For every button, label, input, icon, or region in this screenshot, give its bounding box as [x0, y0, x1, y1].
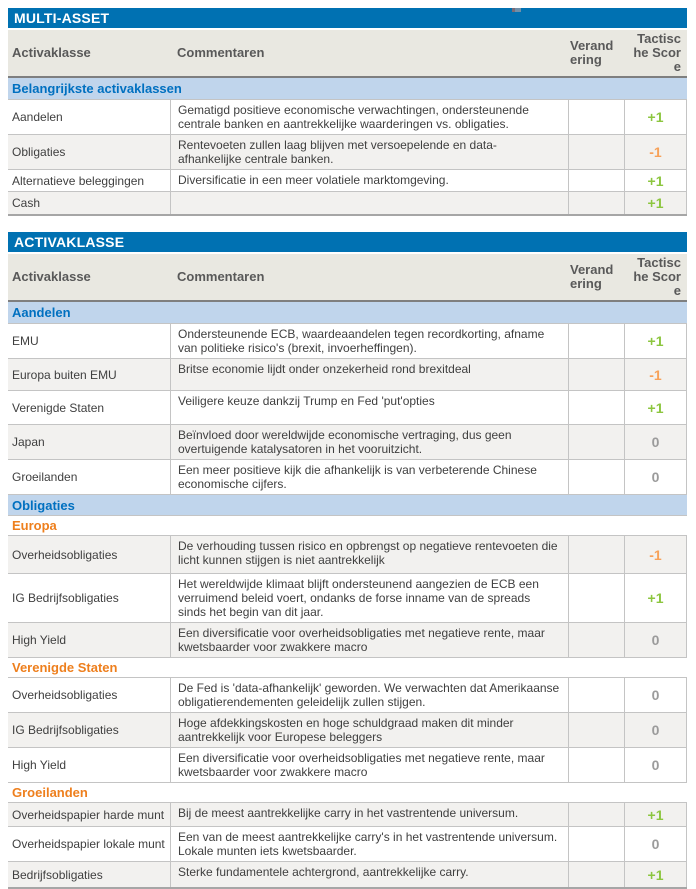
- comment-cell: Het wereldwijde klimaat blijft ondersteunend aangezien de ECB een verruimend beleid voert, ondanks de forse inname van de spreads sinds het begin van dit jaar.: [170, 574, 568, 622]
- table-row: [8, 677, 687, 712]
- asset-class-label: Bedrijfsobligaties: [12, 867, 103, 882]
- score-cell: [624, 135, 687, 169]
- score-cell: [624, 359, 687, 390]
- asset-class-cell: [8, 135, 170, 169]
- group-header-row: [8, 78, 687, 99]
- asset-class-table: [8, 232, 687, 889]
- comment-cell: Sterke fundamentele achtergrond, aantrekkelijke carry.: [170, 862, 568, 887]
- table-row: [8, 802, 687, 826]
- group-header-row: [8, 302, 687, 323]
- asset-class-cell: [8, 748, 170, 782]
- comment-cell: Een diversificatie voor overheidsobligaties met negatieve rente, maar kwetsbaarder voor zwakkere macro: [170, 623, 568, 657]
- table-row: [8, 323, 687, 358]
- score-value: +1: [647, 109, 664, 125]
- score-cell: [624, 425, 687, 459]
- score-value: -1: [649, 546, 662, 563]
- change-cell: [568, 425, 624, 459]
- comment-cell: Beïnvloed door wereldwijde economische vertraging, dus geen overtuigende katalysatoren in het vooruitzicht.: [170, 425, 568, 459]
- score-value: -1: [649, 366, 662, 383]
- comment-cell: De verhouding tussen risico en opbrengst op negatieve rentevoeten die licht kunnen stijgen is niet aantrekkelijk: [170, 536, 568, 573]
- score-cell: [624, 574, 687, 622]
- asset-class-label: EMU: [12, 334, 39, 348]
- score-value: 0: [651, 469, 660, 485]
- subgroup-header-row: [8, 782, 687, 802]
- table-row: [8, 535, 687, 573]
- change-cell: [568, 460, 624, 494]
- score-value: 0: [651, 757, 660, 773]
- table-row: [8, 390, 687, 424]
- score-cell: [624, 192, 687, 214]
- group-header-row: [8, 494, 687, 515]
- asset-class-cell: [8, 391, 170, 424]
- score-cell: [624, 170, 687, 191]
- asset-class-cell: [8, 359, 170, 390]
- change-cell: [568, 827, 624, 861]
- asset-class-cell: [8, 100, 170, 134]
- asset-class-label: High Yield: [12, 633, 67, 647]
- comment-cell: Een diversificatie voor overheidsobligaties met negatieve rente, maar kwetsbaarder voor zwakkere macro: [170, 748, 568, 782]
- change-cell: [568, 192, 624, 214]
- score-value: 0: [651, 434, 660, 450]
- group-header-label: Aandelen: [12, 305, 71, 320]
- score-cell: [624, 803, 687, 826]
- score-value: +1: [647, 399, 664, 416]
- asset-class-cell: [8, 425, 170, 459]
- asset-class-label: Aandelen: [12, 110, 63, 124]
- subgroup-header-label: Europa: [12, 518, 57, 533]
- subgroup-header-label: Verenigde Staten: [12, 660, 118, 675]
- change-cell: [568, 803, 624, 826]
- change-cell: [568, 713, 624, 747]
- table-row: [8, 191, 687, 214]
- asset-class-cell: [8, 324, 170, 358]
- table-row: [8, 861, 687, 887]
- asset-class-cell: [8, 827, 170, 861]
- comment-cell: Rentevoeten zullen laag blijven met versoepelende en data-afhankelijke centrale banken.: [170, 135, 568, 169]
- section-title-bar: [8, 8, 687, 30]
- score-cell: [624, 623, 687, 657]
- multi-asset-table: [8, 8, 687, 216]
- score-cell: [624, 536, 687, 573]
- subgroup-header-row: [8, 515, 687, 535]
- score-value: 0: [651, 836, 660, 852]
- table-row: [8, 459, 687, 494]
- column-header-comments: Commentaren: [177, 269, 265, 284]
- change-cell: [568, 536, 624, 573]
- score-cell: [624, 862, 687, 887]
- score-cell: [624, 748, 687, 782]
- asset-class-label: Overheidspapier harde munt: [12, 807, 165, 822]
- score-cell: [624, 324, 687, 358]
- column-header-tactical-score: Tactische Score: [633, 255, 681, 298]
- section-title-bar: [8, 232, 687, 254]
- clipped-text-artifact: [512, 8, 521, 12]
- asset-class-label: Overheidsobligaties: [12, 688, 118, 702]
- score-value: -1: [649, 144, 662, 160]
- asset-class-cell: [8, 536, 170, 573]
- table-row: [8, 169, 687, 191]
- change-cell: [568, 324, 624, 358]
- asset-class-cell: [8, 574, 170, 622]
- asset-class-cell: [8, 170, 170, 191]
- change-cell: [568, 748, 624, 782]
- table-row: [8, 622, 687, 657]
- table-row: [8, 712, 687, 747]
- asset-class-label: Cash: [12, 196, 41, 210]
- group-header-label: Belangrijkste activaklassen: [12, 81, 182, 96]
- column-header-comments: Commentaren: [177, 45, 265, 60]
- column-header-change: Verandering: [570, 262, 614, 291]
- score-cell: [624, 391, 687, 424]
- table-row: [8, 358, 687, 390]
- asset-class-label: Overheidspapier lokale munt: [12, 837, 165, 851]
- comment-cell: Hoge afdekkingskosten en hoge schuldgraad maken dit minder aantrekkelijk voor Europese beleggers: [170, 713, 568, 747]
- group-header-label: Obligaties: [12, 497, 75, 513]
- change-cell: [568, 391, 624, 424]
- table-row: [8, 99, 687, 134]
- asset-class-cell: [8, 678, 170, 712]
- asset-class-label: IG Bedrijfsobligaties: [12, 591, 119, 605]
- asset-class-cell: [8, 803, 170, 826]
- score-cell: [624, 827, 687, 861]
- comment-cell: Bij de meest aantrekkelijke carry in het vastrentende universum.: [170, 803, 568, 826]
- change-cell: [568, 623, 624, 657]
- asset-class-cell: [8, 862, 170, 887]
- comment-cell: Een meer positieve kijk die afhankelijk is van verbeterende Chinese economische cijfers.: [170, 460, 568, 494]
- asset-class-label: Japan: [12, 435, 45, 449]
- score-value: +1: [647, 806, 664, 823]
- column-header-asset-class: Activaklasse: [12, 269, 91, 284]
- score-value: +1: [647, 590, 664, 606]
- comment-cell: Britse economie lijdt onder onzekerheid rond brexitdeal: [170, 359, 568, 390]
- asset-class-label: IG Bedrijfsobligaties: [12, 723, 119, 737]
- comment-cell: De Fed is 'data-afhankelijk' geworden. We verwachten dat Amerikaanse obligatierendementen geleidelijk zullen stijgen.: [170, 678, 568, 712]
- score-cell: [624, 100, 687, 134]
- change-cell: [568, 574, 624, 622]
- table-row: [8, 424, 687, 459]
- section-title: ACTIVAKLASSE: [14, 234, 125, 250]
- change-cell: [568, 678, 624, 712]
- change-cell: [568, 862, 624, 887]
- comment-cell: [170, 192, 568, 214]
- column-header-row: [8, 30, 687, 78]
- change-cell: [568, 135, 624, 169]
- change-cell: [568, 100, 624, 134]
- score-value: 0: [651, 687, 660, 703]
- comment-cell: Ondersteunende ECB, waardeaandelen tegen recordkorting, afname van politieke risico's (brexit, invoerheffingen).: [170, 324, 568, 358]
- asset-class-label: Overheidsobligaties: [12, 547, 118, 562]
- change-cell: [568, 359, 624, 390]
- score-value: +1: [647, 333, 664, 349]
- table-row: [8, 826, 687, 861]
- column-header-row: [8, 254, 687, 302]
- column-header-tactical-score: Tactische Score: [633, 31, 681, 74]
- score-value: 0: [651, 632, 660, 648]
- asset-class-cell: [8, 623, 170, 657]
- change-cell: [568, 170, 624, 191]
- table-row: [8, 134, 687, 169]
- subgroup-header-row: [8, 657, 687, 677]
- score-value: +1: [647, 866, 664, 883]
- asset-class-cell: [8, 713, 170, 747]
- asset-class-cell: [8, 192, 170, 214]
- asset-class-cell: [8, 460, 170, 494]
- table-row: [8, 747, 687, 782]
- score-cell: [624, 460, 687, 494]
- score-value: 0: [651, 722, 660, 738]
- score-value: +1: [647, 172, 664, 189]
- subgroup-header-label: Groeilanden: [12, 785, 88, 800]
- asset-class-label: Europa buiten EMU: [12, 367, 117, 382]
- asset-class-label: Alternatieve beleggingen: [12, 173, 145, 188]
- section-title: MULTI-ASSET: [14, 10, 110, 26]
- column-header-change: Verandering: [570, 38, 614, 67]
- column-header-asset-class: Activaklasse: [12, 45, 91, 60]
- report-document: [8, 8, 687, 889]
- asset-class-label: Verenigde Staten: [12, 400, 105, 415]
- asset-class-label: Groeilanden: [12, 470, 78, 484]
- score-value: +1: [647, 195, 664, 211]
- table-row: [8, 573, 687, 622]
- comment-cell: Gematigd positieve economische verwachtingen, ondersteunende centrale banken en aantrekkelijke waarderingen vs. obligaties.: [170, 100, 568, 134]
- score-cell: [624, 678, 687, 712]
- comment-cell: Veiligere keuze dankzij Trump en Fed 'put'opties: [170, 391, 568, 424]
- asset-class-label: Obligaties: [12, 145, 66, 159]
- comment-cell: Diversificatie in een meer volatiele marktomgeving.: [170, 170, 568, 191]
- comment-cell: Een van de meest aantrekkelijke carry's in het vastrentende universum. Lokale munten iets kwetsbaarder.: [170, 827, 568, 861]
- score-cell: [624, 713, 687, 747]
- asset-class-label: High Yield: [12, 758, 67, 772]
